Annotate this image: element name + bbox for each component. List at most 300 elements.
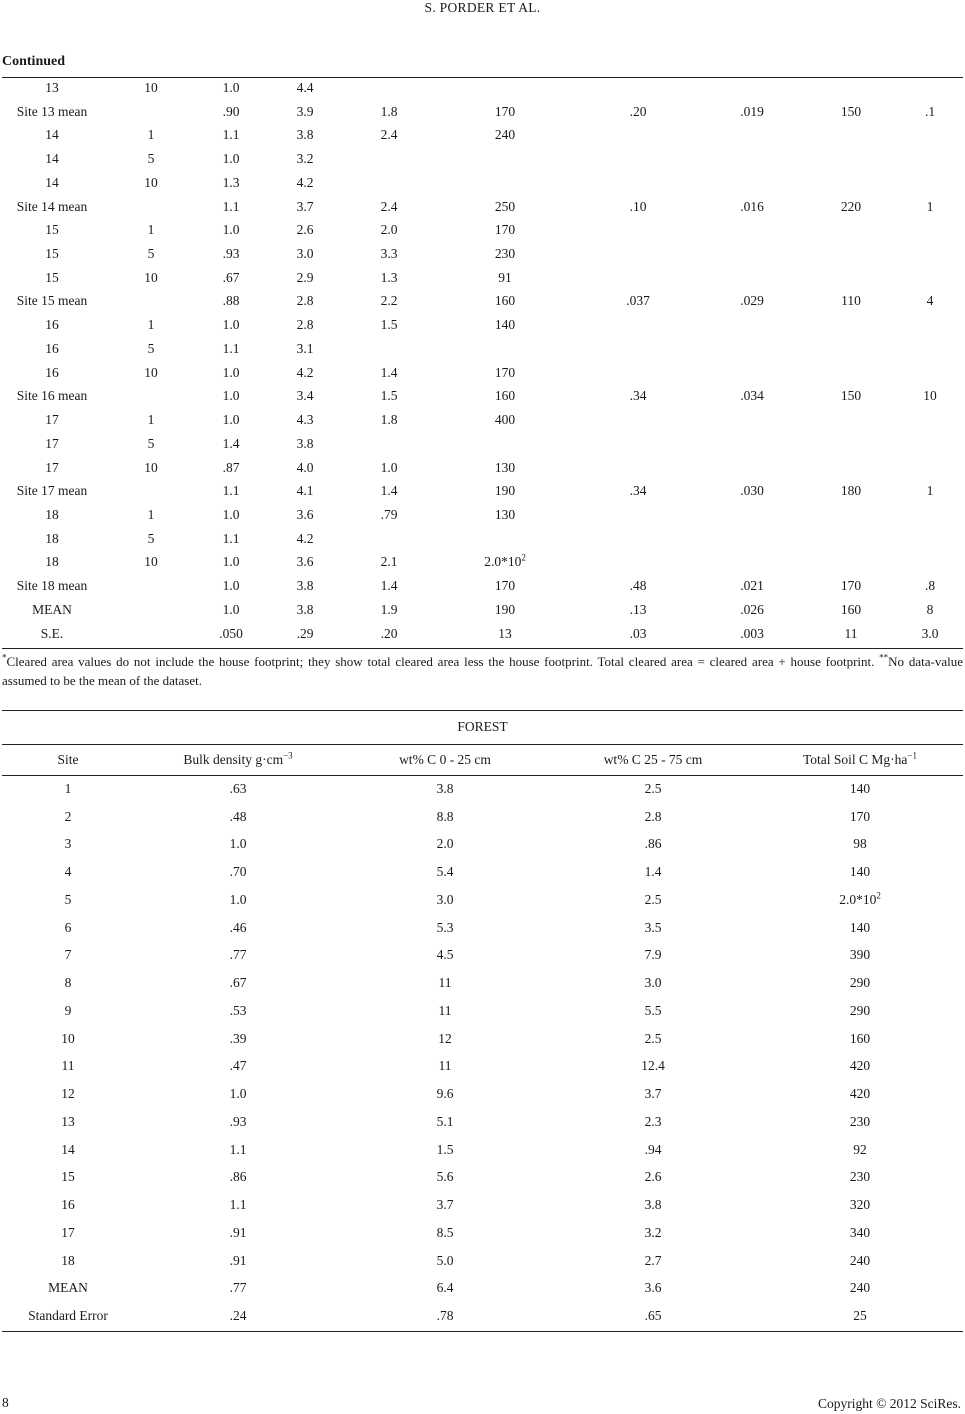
- table-row: [0, 507, 965, 527]
- table-footnote: [2, 652, 963, 690]
- table-row: [0, 1197, 965, 1217]
- table-cell: [850, 864, 870, 880]
- table-cell: [297, 293, 314, 309]
- table-top-rule: [2, 77, 963, 78]
- cell-text: .10: [629, 198, 647, 214]
- cell-text: 140: [494, 317, 516, 333]
- cell-text: 11: [438, 1058, 452, 1074]
- table-cell: [61, 1197, 75, 1213]
- table-cell: [630, 388, 647, 404]
- table-row: [0, 1031, 965, 1051]
- table-cell: [740, 483, 764, 499]
- cell-text: 290: [849, 975, 871, 991]
- table-cell: [923, 388, 937, 404]
- table-cell: [148, 412, 155, 428]
- copyright-notice: Copyright © 2012 SciRes.: [817, 1396, 961, 1411]
- table-cell: [65, 864, 72, 880]
- cell-text: 1.0: [222, 222, 240, 238]
- table-row: [0, 293, 965, 313]
- table-cell: [495, 293, 515, 309]
- table-cell: [297, 460, 314, 476]
- cell-text: Site 15 mean: [16, 293, 88, 309]
- cell-text: 2.0: [380, 222, 398, 238]
- table-cell: [230, 809, 247, 825]
- cell-text: 160: [849, 1030, 871, 1046]
- cell-text: MEAN: [48, 1280, 88, 1296]
- table-cell: [148, 436, 155, 452]
- cell-text: .53: [229, 1002, 247, 1018]
- table-cell: [223, 365, 240, 381]
- cell-text: 7: [64, 947, 72, 963]
- table-cell: [630, 199, 647, 215]
- table-cell: [626, 293, 650, 309]
- table-cell: [498, 626, 512, 642]
- cell-text: 13: [61, 1113, 75, 1129]
- table-cell: [45, 151, 59, 167]
- cell-text: 17: [45, 412, 59, 428]
- cell-text: 1.4: [380, 364, 398, 380]
- table-row: [0, 1253, 965, 1273]
- table-cell: [927, 483, 934, 499]
- table-row: [0, 246, 965, 266]
- table-cell: [841, 293, 861, 309]
- table-cell: [841, 104, 861, 120]
- cell-text: 150: [840, 388, 862, 404]
- table-cell: [495, 199, 515, 215]
- table-cell: [297, 175, 314, 191]
- cell-text: 5: [147, 151, 155, 167]
- cell-text: 7.9: [644, 947, 662, 963]
- table-cell: [381, 293, 398, 309]
- table-cell: [45, 341, 59, 357]
- table-cell: [230, 864, 247, 880]
- cell-text: 160: [494, 388, 516, 404]
- footnote-text-1: Cleared area values do not include the house footprint; they show total cleared area less the house footprint. Total cleared area = cleared area + house footprint.: [6, 654, 880, 669]
- cell-text: 18: [45, 554, 59, 570]
- cell-text: 14: [61, 1141, 75, 1157]
- cell-text: 3.9: [296, 103, 314, 119]
- cell-text: 130: [494, 459, 516, 475]
- cell-text: .93: [222, 246, 240, 262]
- cell-text: 420: [849, 1086, 871, 1102]
- table-cell: [740, 388, 764, 404]
- cell-text: Site 18 mean: [16, 578, 88, 594]
- cell-text: 170: [849, 808, 871, 824]
- table-cell: [381, 270, 398, 286]
- cell-text: 10: [144, 364, 158, 380]
- table-cell: [484, 554, 526, 570]
- cell-text: 1.9: [380, 601, 398, 617]
- table-cell: [45, 436, 59, 452]
- cell-text: .030: [740, 483, 764, 499]
- cell-text: 14: [45, 127, 59, 143]
- cell-text: 2.8: [296, 293, 314, 309]
- cell-text: 91: [498, 269, 512, 285]
- cell-text: 250: [494, 198, 516, 214]
- table-cell: [297, 199, 314, 215]
- table-cell: [230, 1225, 247, 1241]
- cell-text: .79: [380, 506, 398, 522]
- cell-text: .47: [229, 1058, 247, 1074]
- table-cell: [381, 317, 398, 333]
- table-cell: [297, 246, 314, 262]
- cell-text: 3.0: [644, 975, 662, 991]
- cell-text: 1.4: [644, 864, 662, 880]
- table-cell: [65, 836, 72, 852]
- table-cell: [223, 222, 240, 238]
- table-cell: [439, 1003, 452, 1019]
- cell-text: 3.8: [436, 781, 454, 796]
- table-cell: [437, 1253, 454, 1269]
- cell-text: 4.2: [296, 174, 314, 190]
- table-cell: [495, 388, 515, 404]
- cell-text: 16: [61, 1197, 75, 1213]
- cell-text: 420: [849, 1058, 871, 1074]
- table-cell: [65, 892, 72, 908]
- cell-text: 17: [61, 1224, 75, 1240]
- cell-text: 5.6: [436, 1169, 454, 1185]
- cell-text: 160: [840, 601, 862, 617]
- table-cell: [495, 365, 515, 381]
- table-cell: [381, 388, 398, 404]
- cell-text: 16: [45, 317, 59, 333]
- table-cell: [645, 809, 662, 825]
- cell-text: 11: [844, 625, 858, 641]
- table-cell: [645, 1253, 662, 1269]
- table-cell: [230, 892, 247, 908]
- table-row: [0, 836, 965, 856]
- cell-text: .78: [436, 1308, 454, 1324]
- cell-text: 1.1: [222, 483, 240, 499]
- table-cell: [148, 341, 155, 357]
- table-cell: [381, 626, 398, 642]
- table-cell: [230, 781, 247, 797]
- cell-text: .20: [380, 625, 398, 641]
- table-cell: [230, 1253, 247, 1269]
- cell-text: 1: [147, 412, 155, 428]
- cell-text: 1.0: [222, 364, 240, 380]
- table-cell: [219, 626, 243, 642]
- table-cell: [495, 483, 515, 499]
- table-cell: [381, 483, 398, 499]
- cell-text: 5.3: [436, 919, 454, 935]
- table-cell: [645, 1169, 662, 1185]
- cell-text: .70: [229, 864, 247, 880]
- table-cell: [439, 1058, 452, 1074]
- cell-text: 12: [61, 1086, 75, 1102]
- table-cell: [144, 270, 158, 286]
- table-cell: [927, 293, 934, 309]
- table-cell: [495, 104, 515, 120]
- table-cell: [61, 1086, 75, 1102]
- table-cell: [740, 199, 764, 215]
- cell-text: 240: [494, 127, 516, 143]
- cell-text: 1.3: [380, 269, 398, 285]
- header-total-exp: −1: [907, 750, 918, 761]
- cell-text: .016: [740, 198, 764, 214]
- cell-text: 2.1: [380, 554, 398, 570]
- table-cell: [850, 1114, 870, 1130]
- cell-text: 4.2: [296, 364, 314, 380]
- cell-text: 18: [45, 530, 59, 546]
- table-row: [0, 104, 965, 124]
- cell-text: 8.8: [436, 808, 454, 824]
- cell-text: 4.5: [436, 947, 454, 963]
- table-cell: [850, 947, 870, 963]
- cell-text: 2.4: [380, 198, 398, 214]
- forest-header-rule: [2, 775, 963, 776]
- table-cell: [927, 602, 934, 618]
- table-cell: [223, 460, 240, 476]
- table-cell: [223, 507, 240, 523]
- cell-text: 110: [841, 293, 861, 309]
- table-cell: [645, 1086, 662, 1102]
- table-cell: [45, 246, 59, 262]
- cell-text: .24: [229, 1308, 247, 1324]
- cell-text: 1.0: [380, 459, 398, 475]
- cell-text: 170: [494, 578, 516, 594]
- table-cell: [841, 578, 861, 594]
- cell-text: .77: [229, 1280, 247, 1296]
- cell-text: 17: [45, 435, 59, 451]
- cell-text: 3.1: [296, 340, 314, 356]
- table-cell: [645, 781, 662, 797]
- table-cell: [927, 199, 934, 215]
- cell-text: Site 17 mean: [16, 483, 88, 499]
- table-cell: [645, 1197, 662, 1213]
- table-cell: [45, 317, 59, 333]
- cell-text: 1.0: [222, 601, 240, 617]
- cell-text: 220: [840, 198, 862, 214]
- table-cell: [297, 483, 314, 499]
- table-cell: [223, 388, 240, 404]
- cell-text: .91: [229, 1224, 247, 1240]
- table-cell: [845, 626, 858, 642]
- cell-text: 6.4: [436, 1280, 454, 1296]
- cell-text: 11: [438, 1002, 452, 1018]
- table-cell: [45, 507, 59, 523]
- table-cell: [223, 554, 240, 570]
- table-cell: [853, 836, 867, 852]
- cell-text: 2.8: [644, 808, 662, 824]
- table-cell: [841, 483, 861, 499]
- cell-text: 240: [849, 1252, 871, 1268]
- table-cell: [45, 460, 59, 476]
- cell-text: 9.6: [436, 1086, 454, 1102]
- table-cell: [297, 388, 314, 404]
- table-cell: [850, 1058, 870, 1074]
- table-cell: [48, 1280, 88, 1296]
- table-cell: [297, 554, 314, 570]
- table-cell: [144, 554, 158, 570]
- table-cell: [841, 388, 861, 404]
- cell-text: 1.0: [222, 506, 240, 522]
- cell-text: 2.0*10: [839, 891, 877, 907]
- table-cell: [495, 317, 515, 333]
- table-cell: [45, 270, 59, 286]
- footnote-mark-2: **: [879, 652, 889, 663]
- table-cell: [297, 222, 314, 238]
- table-cell: [853, 1142, 867, 1158]
- cell-text: Site 16 mean: [16, 388, 88, 404]
- cell-text: 10: [61, 1030, 75, 1046]
- table-cell: [645, 1114, 662, 1130]
- cell-text: 3.7: [296, 198, 314, 214]
- table-cell: [925, 104, 935, 120]
- cell-text: 3.6: [296, 506, 314, 522]
- cell-text: 16: [45, 364, 59, 380]
- cell-text: 2.8: [296, 317, 314, 333]
- cell-text: 290: [849, 1002, 871, 1018]
- cell-text: 2.6: [296, 222, 314, 238]
- cell-text: 2.7: [644, 1252, 662, 1268]
- table-cell: [230, 920, 247, 936]
- table-cell: [148, 222, 155, 238]
- cell-text: 8: [926, 601, 934, 617]
- table-row: [0, 781, 965, 801]
- cell-text: .8: [924, 578, 936, 594]
- table-cell: [148, 127, 155, 143]
- table-cell: [45, 127, 59, 143]
- table-row: [0, 864, 965, 884]
- table-cell: [45, 531, 59, 547]
- table-cell: [437, 781, 454, 797]
- cell-text: 3.0: [296, 246, 314, 262]
- table-cell: [437, 1114, 454, 1130]
- cell-text: 1.4: [380, 578, 398, 594]
- table-row: [0, 412, 965, 432]
- cell-text: 1.0: [222, 151, 240, 167]
- table-cell: [230, 1031, 247, 1047]
- table-cell: [841, 199, 861, 215]
- table-bottom-rule: [2, 648, 963, 649]
- header-site: Site: [57, 752, 79, 767]
- exponent: 2: [521, 552, 526, 563]
- header-bulk-density: [183, 752, 292, 768]
- cell-text: 3.8: [296, 127, 314, 143]
- table-row: [0, 127, 965, 147]
- table-row: [0, 175, 965, 195]
- table-row: [0, 975, 965, 995]
- table-cell: [850, 809, 870, 825]
- table-cell: [495, 460, 515, 476]
- table-cell: [223, 412, 240, 428]
- table-cell: [495, 127, 515, 143]
- cell-text: 17: [45, 459, 59, 475]
- cell-text: 1.0: [222, 578, 240, 594]
- cell-text: 10: [144, 269, 158, 285]
- table-cell: [437, 947, 454, 963]
- cell-text: 8: [64, 975, 72, 991]
- cell-text: 1.8: [380, 103, 398, 119]
- header-bulk-exp: −3: [283, 750, 293, 761]
- cell-text: 1.1: [222, 530, 240, 546]
- cell-text: 1.4: [222, 435, 240, 451]
- cell-text: .87: [222, 459, 240, 475]
- table-cell: [297, 436, 314, 452]
- table-row: [0, 151, 965, 171]
- table-cell: [630, 483, 647, 499]
- table-row: [0, 1086, 965, 1106]
- cell-text: .029: [740, 293, 764, 309]
- table-cell: [223, 127, 240, 143]
- cell-text: .88: [222, 293, 240, 309]
- cell-text: 3.8: [296, 578, 314, 594]
- cell-text: .050: [219, 625, 243, 641]
- table-cell: [437, 864, 454, 880]
- cell-text: 5.0: [436, 1252, 454, 1268]
- header-wt-c-0-25: wt% C 0 - 25 cm: [399, 752, 491, 767]
- cell-text: 25: [853, 1308, 867, 1324]
- cell-text: 5: [147, 340, 155, 356]
- forest-bottom-rule: [2, 1331, 963, 1332]
- table-cell: [437, 836, 454, 852]
- table-cell: [32, 602, 72, 618]
- table-cell: [437, 1280, 454, 1296]
- cell-text: 160: [494, 293, 516, 309]
- cell-text: .48: [229, 808, 247, 824]
- cell-text: .026: [740, 601, 764, 617]
- cell-text: Standard Error: [28, 1308, 108, 1324]
- table-cell: [495, 412, 515, 428]
- cell-text: .65: [644, 1308, 662, 1324]
- header-total-text: Total Soil C Mg·ha: [802, 752, 908, 767]
- table-cell: [381, 199, 398, 215]
- table-row: [0, 199, 965, 219]
- cell-text: 2.9: [296, 269, 314, 285]
- cell-text: 13: [498, 625, 512, 641]
- cell-text: 3.4: [296, 388, 314, 404]
- table-cell: [381, 104, 398, 120]
- table-cell: [148, 531, 155, 547]
- cell-text: 10: [144, 174, 158, 190]
- cell-text: .003: [740, 625, 764, 641]
- table-row: [0, 388, 965, 408]
- cell-text: 1.0: [222, 554, 240, 570]
- header-wt-c-25-75: wt% C 25 - 75 cm: [603, 752, 703, 767]
- table-cell: [230, 947, 247, 963]
- table-row: [0, 436, 965, 456]
- cell-text: 1.0: [229, 891, 247, 907]
- cell-text: 170: [494, 103, 516, 119]
- cell-text: 4.2: [296, 530, 314, 546]
- table-cell: [850, 920, 870, 936]
- table-cell: [437, 1169, 454, 1185]
- cell-text: 1: [147, 317, 155, 333]
- table-cell: [230, 1308, 247, 1324]
- table-row: [0, 554, 965, 574]
- table-cell: [437, 809, 454, 825]
- table-cell: [850, 1031, 870, 1047]
- table-cell: [223, 341, 240, 357]
- table-cell: [495, 578, 515, 594]
- table-row: [0, 892, 965, 912]
- table-cell: [45, 554, 59, 570]
- cell-text: 98: [853, 836, 867, 852]
- table-cell: [17, 388, 88, 404]
- table-cell: [630, 602, 647, 618]
- cell-text: 4: [64, 864, 72, 880]
- cell-text: 13: [45, 80, 59, 95]
- table-cell: [850, 1225, 870, 1241]
- cell-text: .93: [229, 1113, 247, 1129]
- table-cell: [645, 892, 662, 908]
- table-cell: [381, 127, 398, 143]
- cell-text: 1: [147, 222, 155, 238]
- cell-text: 5: [147, 435, 155, 451]
- cell-text: 5.1: [436, 1113, 454, 1129]
- table-cell: [230, 1169, 247, 1185]
